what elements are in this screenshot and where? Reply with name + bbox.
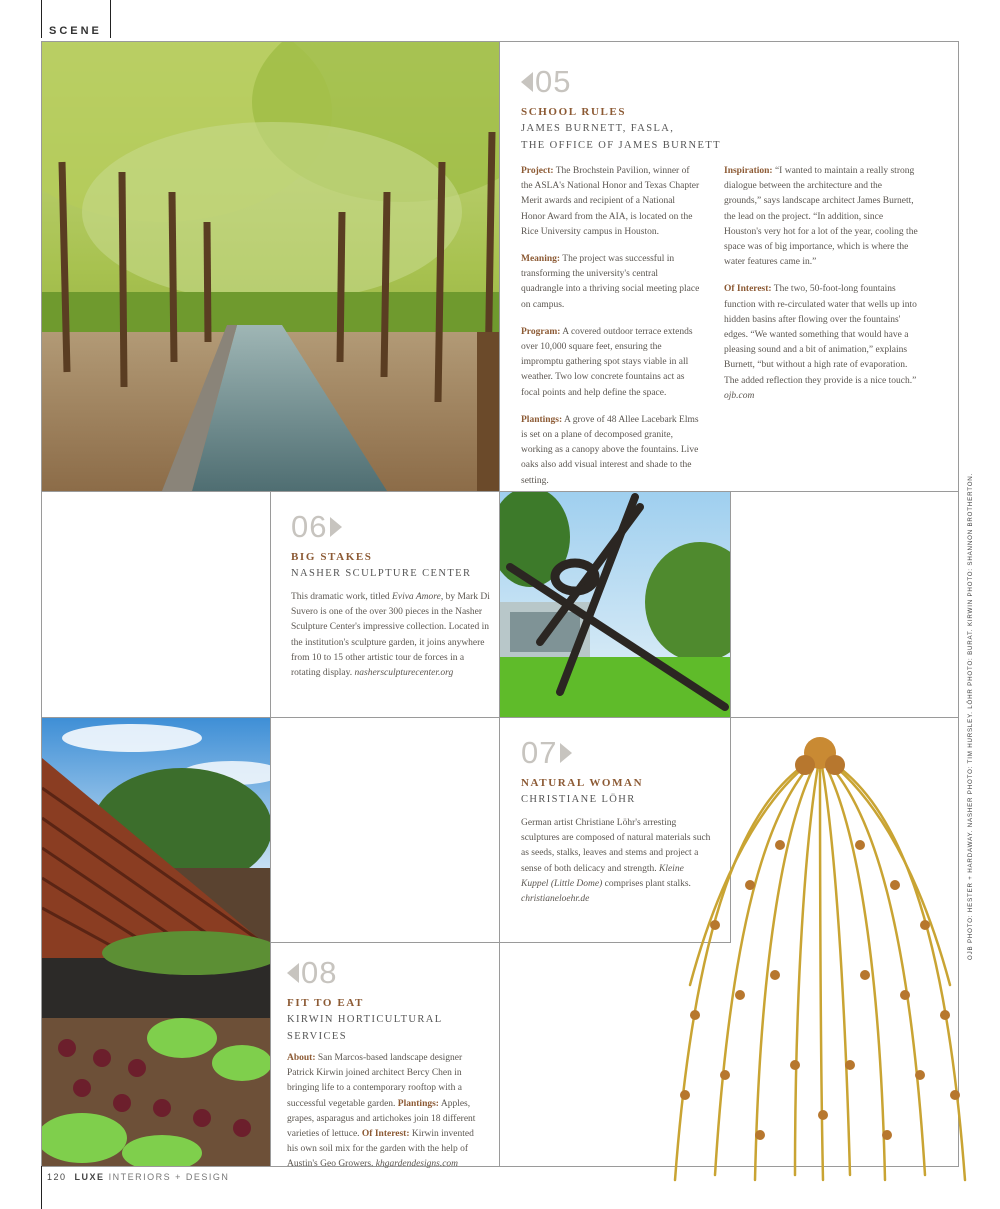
photo-credits: OJB PHOTO: HESTER + HARDAWAY. NASHER PHOTO: TIM HURSLEY. LÖHR PHOTO: BURAT. KIRWIN PHOTO: SHANNON BROTHERTON. — [967, 472, 974, 960]
feature-number: 06 — [291, 509, 491, 545]
feature-08 — [287, 955, 487, 1173]
nasher-sculpture-photo — [500, 492, 730, 717]
pavilion-fountain-photo — [42, 42, 499, 491]
magazine-brand-sub: INTERIORS + DESIGN — [108, 1172, 230, 1182]
paragraph-meaning: Meaning: The project was successful in transforming the university's central quadrangle into a thriving social meeting place on campus. — [521, 254, 700, 310]
feature-05-column-2 — [724, 164, 918, 416]
feature-number: 05 — [521, 64, 921, 100]
arrow-right-icon — [560, 743, 572, 763]
feature-body: German artist Christiane Löhr's arresting sculptures are composed of natural materials such as seeds, stalks, leaves and stems and project a sense of both delicacy and strength. Kleine Kuppel (Little Dome) comprises plant stalks. christianeloehr.de — [521, 818, 711, 905]
feature-title: FIT TO EAT — [287, 997, 364, 1009]
feature-title: BIG STAKES — [291, 551, 373, 563]
feature-designer: KIRWIN HORTICULTURAL SERVICES — [287, 1014, 443, 1042]
feature-title: NATURAL WOMAN — [521, 777, 644, 789]
paragraph-project: Project: The Brochstein Pavilion, winner of the ASLA's National Honor and Texas Chapter Merit awards and recipient of a National Honor Award from the AIA, is located on the Rice University campus in Houston. — [521, 166, 700, 237]
page-number: 120 — [47, 1172, 67, 1182]
paragraph-of-interest: Of Interest: The two, 50-foot-long fountains function with re-circulated water that wells up into hidden basins after flowing over the fountains' edges. “We wanted something that would have a pleasing sound and a bit of animation,” explains Burnett, “but without a high rate of evaporation. The added reflection they provide is a nice touch.” ojb.com — [724, 284, 917, 401]
feature-designer: CHRISTIANE LÖHR — [521, 794, 636, 805]
arrow-left-icon — [287, 963, 299, 983]
paragraph-plantings: Plantings: A grove of 48 Allee Lacebark Elms is set on a plane of decomposed granite, working as a canopy above the fountains. Live oaks also add visual interest and shade to the setting. — [521, 414, 699, 486]
feature-designer: NASHER SCULPTURE CENTER — [291, 568, 472, 579]
paragraph-program: Program: A covered outdoor terrace extends over 10,000 square feet, ensuring the impromptu gathering spot stays viable in all weather. Two low concrete fountains act as focal points and help define the space. — [521, 326, 693, 398]
feature-06 — [291, 509, 491, 681]
feature-body: About: San Marcos-based landscape designer Patrick Kirwin joined architect Bercy Chen in bringing life to a contemporary rooftop with a successful vegetable garden. Plantings: Apples, grapes, asparagus and artichokes join 18 different varieties of lettuce. Of Interest: Kirwin invented his own soil mix for the garden with the help of Austin's Geo Growers. khgardendesigns.com — [287, 1053, 476, 1170]
arrow-right-icon — [330, 517, 342, 537]
feature-title: SCHOOL RULES — [521, 106, 627, 118]
arrow-left-icon — [521, 72, 533, 92]
little-dome-sculpture-photo — [655, 735, 985, 1185]
grid-rule — [41, 1166, 42, 1209]
feature-body: This dramatic work, titled Eviva Amore, by Mark Di Suvero is one of the over 300 pieces in the Nasher Sculpture Center's impressive collection. Located in the institution's sculpture garden, it joins anywhere from 10 to 15 other artistic tour de forces in a rotating display. nashersculpturecenter.org — [291, 592, 490, 679]
feature-05 — [521, 64, 921, 154]
magazine-brand: LUXE — [74, 1172, 105, 1182]
page-footer — [47, 1172, 229, 1182]
grid-rule — [270, 491, 271, 1166]
paragraph-inspiration: Inspiration: “I wanted to maintain a really strong dialogue between the architecture and the grounds,” says landscape architect James Burnett, the lead on the project. “In addition, since Houston's very hot for a lot of the year, cooling the space was of big importance, which is where the water features came in.” — [724, 166, 918, 268]
feature-number: 08 — [287, 955, 487, 991]
feature-05-column-1 — [521, 164, 701, 501]
feature-designer-office: THE OFFICE OF JAMES BURNETT — [521, 140, 721, 151]
website-link[interactable]: christianeloehr.de — [521, 894, 590, 905]
rooftop-garden-photo — [42, 718, 270, 1166]
section-label: SCENE — [49, 25, 102, 37]
website-link[interactable]: khgardendesigns.com — [375, 1159, 459, 1170]
website-link[interactable]: nashersculpturecenter.org — [354, 668, 454, 679]
feature-number: 07 — [521, 735, 711, 771]
feature-designer: JAMES BURNETT, FASLA, — [521, 123, 675, 134]
website-link[interactable]: ojb.com — [724, 390, 755, 401]
